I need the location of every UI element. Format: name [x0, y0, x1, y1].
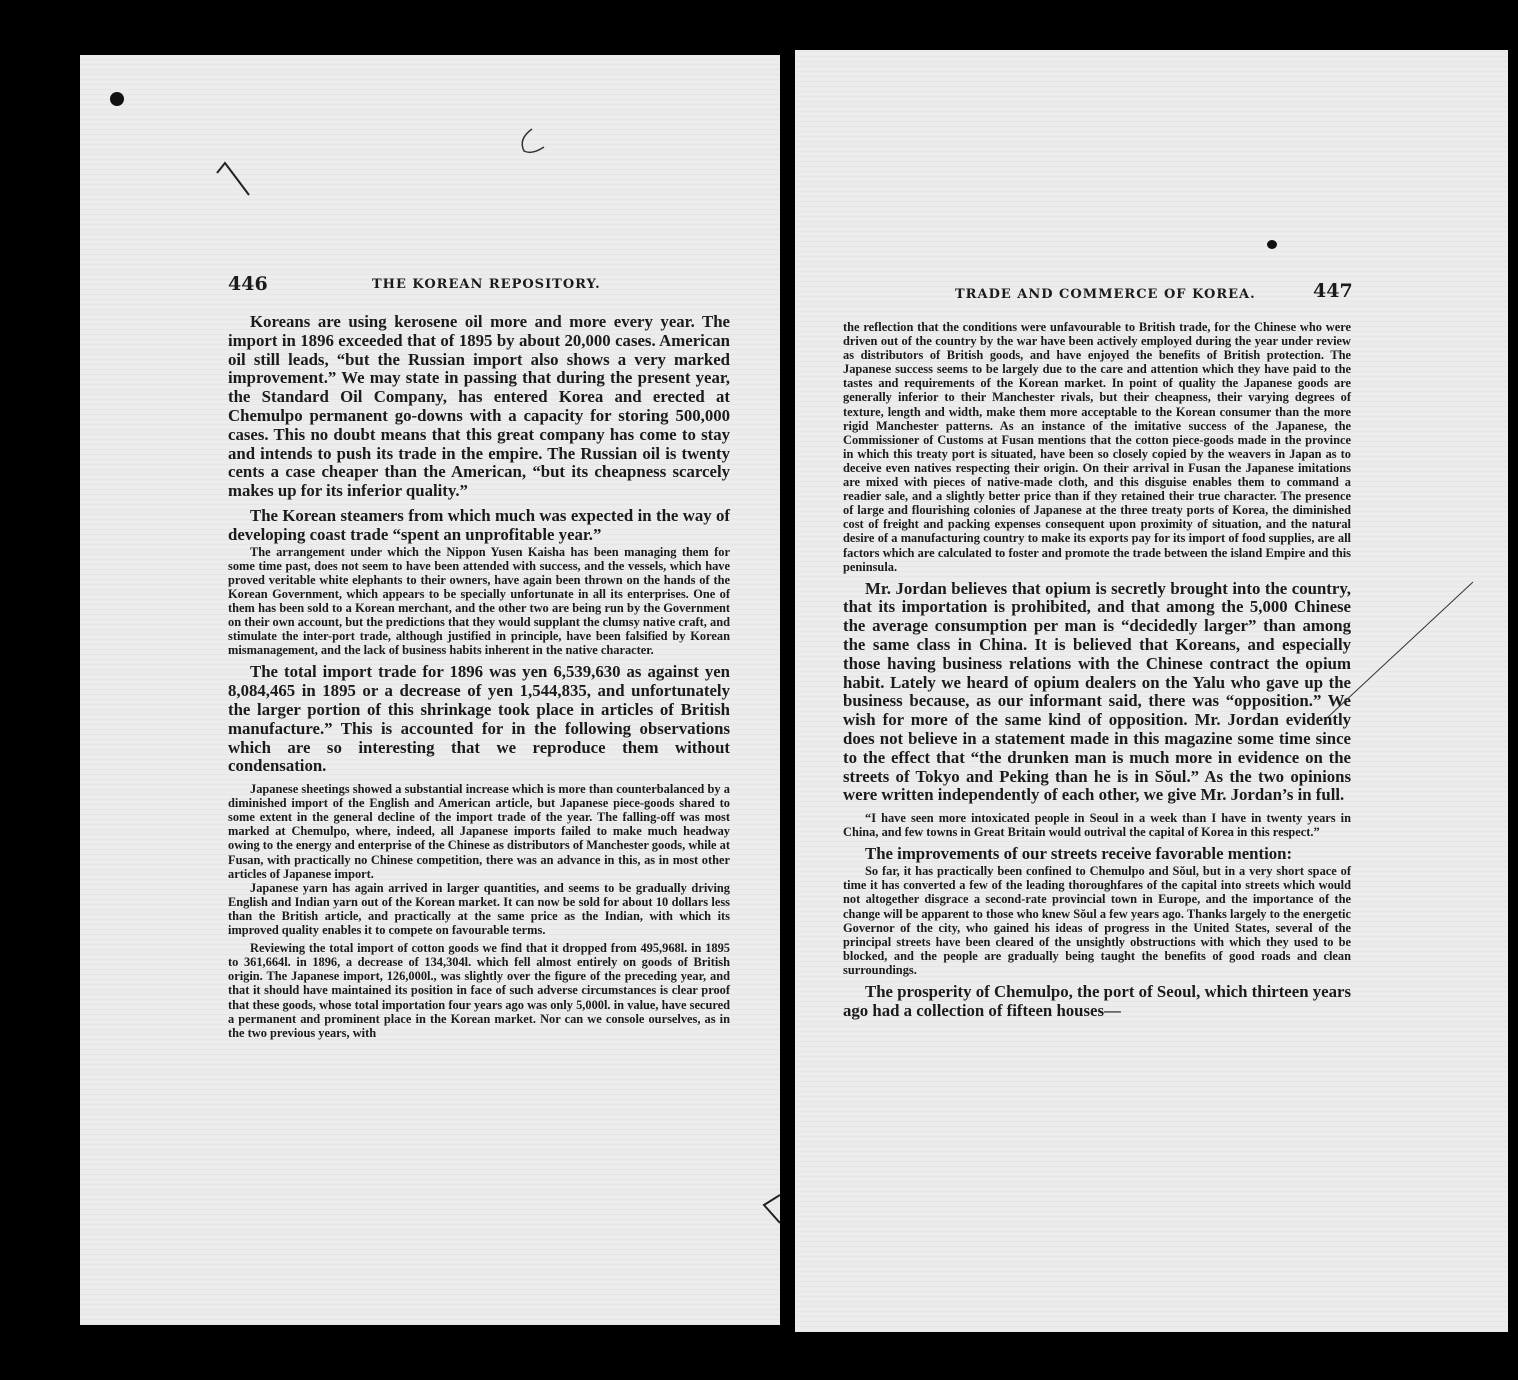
- quoted-paragraph: the reflection that the conditions were unfavourable to British trade, for the Chinese who were driven out of the country by the war have been actively employed during the year under review as distributors of British goods, and have enjoyed the benefits of British protection. The Japanese success seems to be largely due to the care and attention which they have paid to the tastes and requirements of the Korean market. In point of quality the Japanese goods are generally inferior to their Manchester rivals, but their cheapness, their varying degrees of texture, length and width, make them more acceptable to the Korean consumer than the more rigid Manchester patterns. As an instance of the imitative success of the Japanese, the Commissioner of Customs at Fusan mentions that the cotton piece-goods made in the province in which this treaty port is situated, have been so closely copied by the weavers in Japan as to deceive even natives respecting their origin. On their arrival in Fusan the Japanese imitations are mixed with pieces of native-made cloth, and this disguise enables them to command a readier sale, and a slightly better price than if they retained their true character. The presence of large and flourishing colonies of Japanese at the three treaty ports of Korea, the diminished cost of freight and packing expenses consequent upon proximity of situation, and the natural desire of a manufacturing country to make its exports pay for its import of food supplies, are all factors which are calculated to foster and promote the trade between the island Empire and this peninsula.: [843, 320, 1351, 574]
- quoted-paragraph: Japanese yarn has again arrived in larger quantities, and seems to be gradually driving English and Indian yarn out of the Korean market. It can now be sold for about 10 dollars less than the British article, and practically at the same price as the Indian, with which its improved quality enables it to compete on favourable terms.: [228, 880, 730, 938]
- left-page: [80, 55, 780, 1325]
- running-head: TRADE AND COMMERCE OF KOREA.: [955, 287, 1256, 302]
- right-page: [795, 50, 1508, 1332]
- paragraph: The prosperity of Chemulpo, the port of Seoul, which thirteen years ago had a collection of fifteen houses—: [843, 981, 1351, 1020]
- ink-blot: [1267, 240, 1277, 249]
- right-body: [843, 320, 1351, 1021]
- page-number: 447: [1313, 280, 1353, 302]
- ink-blot: [110, 92, 124, 106]
- pencil-mark: [215, 155, 275, 205]
- quoted-paragraph: “I have seen more intoxicated people in Seoul in a week than I have in twenty years in China, and few towns in Great Britain would outrival the capital of Korea in this respect.”: [843, 811, 1351, 840]
- page-number: 446: [228, 273, 268, 295]
- quoted-paragraph: Japanese sheetings showed a substantial increase which is more than counterbalanced by a diminished import of the English and American article, but Japanese piece-goods shared to some extent in the general decline of the import trade of the year. The falling-off was most marked at Chemulpo, where, indeed, all Japanese imports failed to make much headway owing to the energy and enterprise of the Chinese as distributors of Manchester goods, while at Fusan, with practically no Chinese competition, there was an advance in this, as in most other articles of Japanese import.: [228, 782, 730, 881]
- paragraph: Mr. Jordan believes that opium is secretly brought into the country, that its importation is prohibited, and that among the 5,000 Chinese the average consumption per man is “decidedly larger” than among the same class in China. It is believed that Koreans, and especially those having business relations with the Chinese contract the opium habit. Lately we heard of opium dealers on the Yalu who gave up the business because, as our informant said, there was “opposition.” We wish for more of the same kind of opposition. Mr. Jordan evidently does not believe in a statement made in this magazine some time since to the effect that “the drunken man is much more in evidence on the streets of Tokyo and Peking than he is in Sŏul.” As the two opinions were written independently of each other, we give Mr. Jordan’s in full.: [843, 578, 1351, 805]
- pencil-mark: [510, 125, 550, 165]
- quoted-paragraph: So far, it has practically been confined to Chemulpo and Sŏul, but in a very short space of time it has converted a few of the leading thoroughfares of the capital into streets which would not altogether disgrace a second-rate provincial town in Europe, and the importance of the change will be apparent to those who knew Sŏul a few years ago. Thanks largely to the energetic Governor of the city, who gained his ideas of progress in the United States, several of the principal streets have been cleared of the unsightly obstructions with which they used to be blocked, and the people are gradually being taught the benefits of good roads and clean surroundings.: [843, 864, 1351, 977]
- quoted-paragraph: Reviewing the total import of cotton goods we find that it dropped from 495,968l. in 1895 to 361,664l. in 1896, a decrease of 134,304l. which fell almost entirely on goods of British origin. The Japanese import, 126,000l., was slightly over the figure of the preceding year, and that it should have maintained its position in face of such adverse circumstances is clear proof that these goods, whose total importation four years ago was only 5,000l. in value, have secured a permanent and prominent place in the Korean market. Nor can we console ourselves, as in the two previous years, with: [228, 941, 730, 1040]
- paragraph: The Korean steamers from which much was expected in the way of developing coast trade “spent an unprofitable year.”: [228, 505, 730, 544]
- pencil-mark: [762, 1193, 780, 1233]
- left-body: [228, 313, 730, 1040]
- pencil-line: [1325, 580, 1475, 720]
- quoted-paragraph: The arrangement under which the Nippon Yusen Kaisha has been managing them for some time past, does not seem to have been attended with success, and the vessels, which have proved veritable white elephants to their owners, have again been thrown on the hands of the Korean Government, which appears to be specially unfortunate in all its enterprises. One of them has been sold to a Korean merchant, and the other two are being run by the Government on their own account, but the predictions that they would supplant the clumsy native craft, and stimulate the inter-port trade, although justified in principle, have been falsified by Korean mismanagement, and the lack of business habits inherent in the native character.: [228, 544, 730, 658]
- paragraph: Koreans are using kerosene oil more and more every year. The import in 1896 exceeded that of 1895 by about 20,000 cases. American oil still leads, “but the Russian import also shows a very marked improvement.” We may state in passing that during the present year, the Standard Oil Company, has entered Korea and erected at Chemulpo permanent go-downs with a capacity for storing 500,000 cases. This no doubt means that this great company has come to stay and intends to push its trade in the empire. The Russian oil is twenty cents a case cheaper than the American, “but its cheapness scarcely makes up for its inferior quality.”: [228, 312, 730, 501]
- paragraph: The improvements of our streets receive favorable mention:: [865, 844, 1293, 864]
- running-head: THE KOREAN REPOSITORY.: [372, 277, 601, 292]
- paragraph: The total import trade for 1896 was yen 6,539,630 as against yen 8,084,465 in 1895 or a decrease of yen 1,544,835, and unfortunately the larger portion of this shrinkage took place in articles of British manufacture.” This is accounted for in the following observations which are so interesting that we reproduce them without condensation.: [228, 662, 730, 776]
